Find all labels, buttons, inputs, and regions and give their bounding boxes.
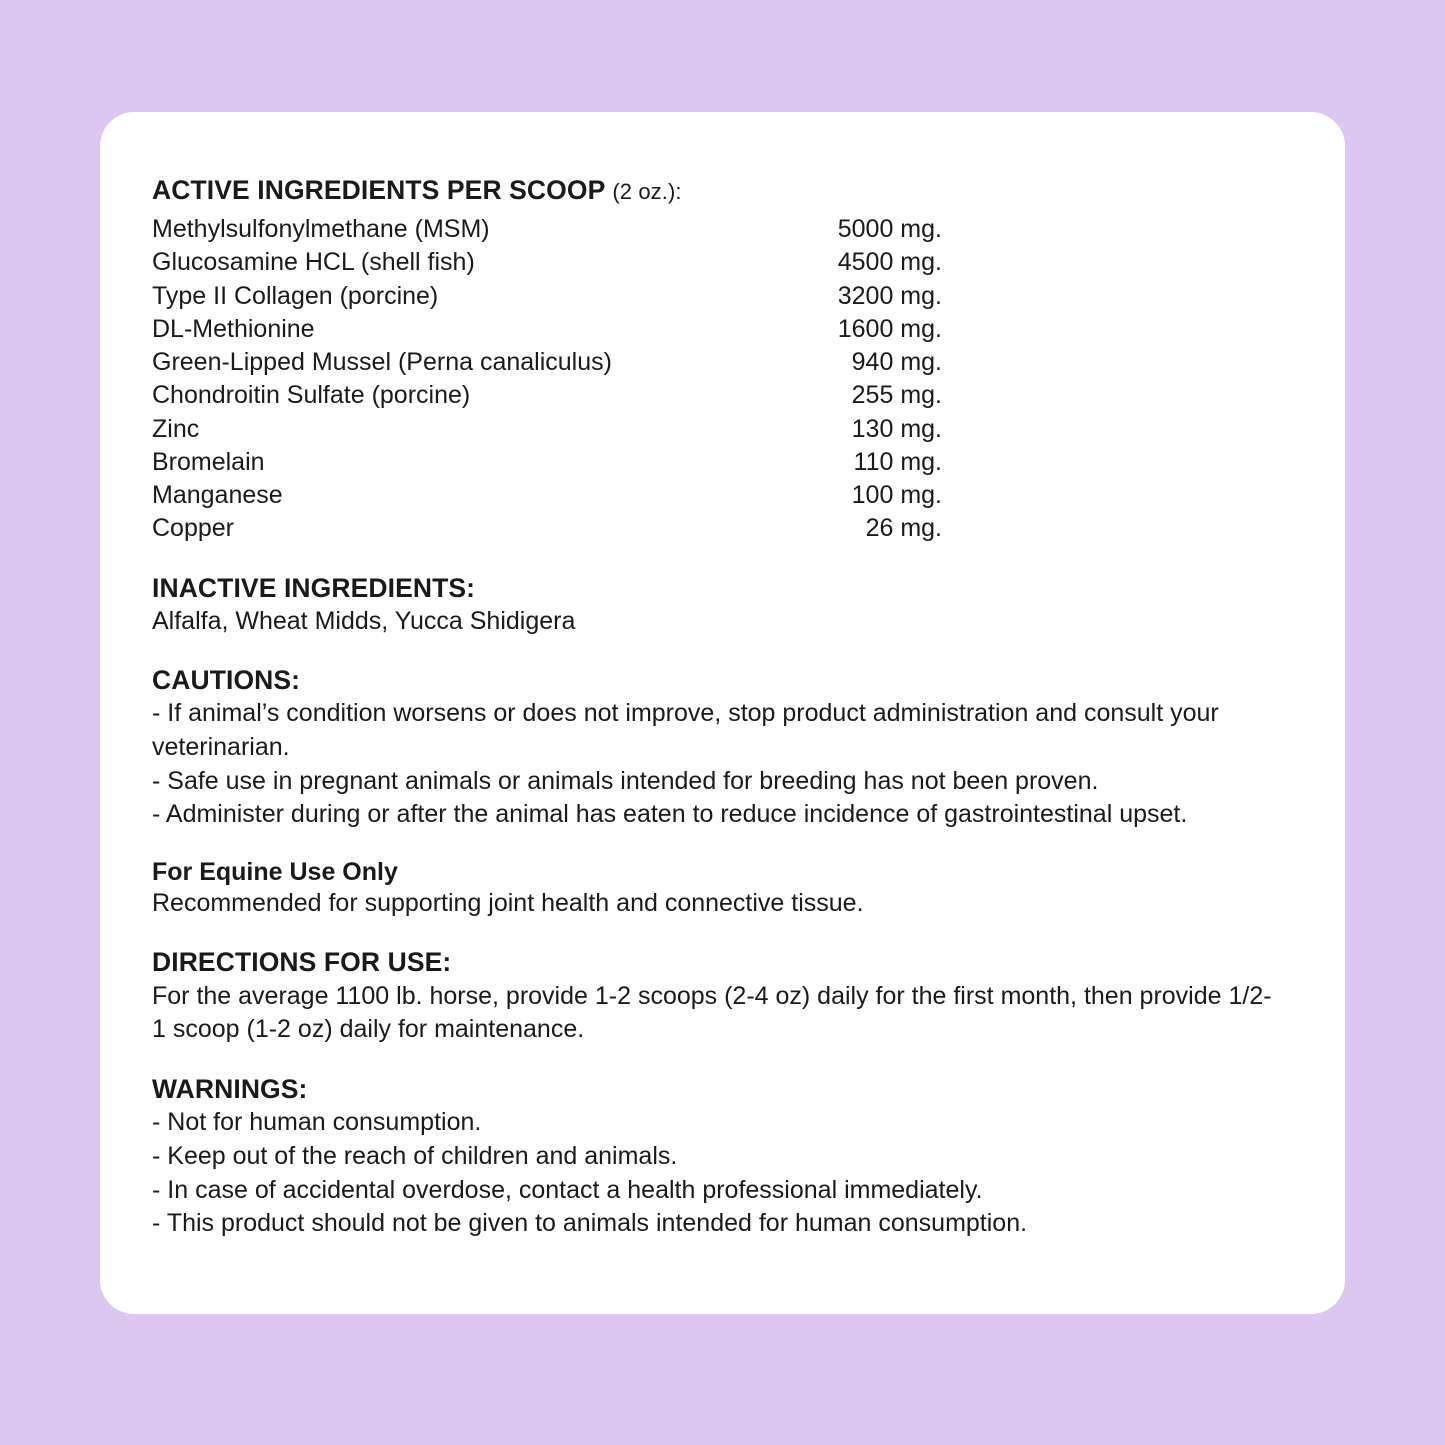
warnings-section xyxy=(152,1073,1301,1241)
ingredient-amount: 1600 mg. xyxy=(837,314,942,343)
ingredient-name: Chondroitin Sulfate (porcine) xyxy=(152,381,471,410)
warnings-heading: WARNINGS: xyxy=(152,1074,308,1104)
table-row xyxy=(152,213,942,246)
label-content xyxy=(152,174,1301,1241)
table-row xyxy=(152,280,942,313)
active-ingredients-heading-suffix: (2 oz.): xyxy=(612,179,682,204)
directions-heading: DIRECTIONS FOR USE: xyxy=(152,947,452,978)
table-row xyxy=(152,346,942,379)
active-ingredients-table xyxy=(152,213,942,546)
ingredient-name: Copper xyxy=(152,514,234,543)
ingredient-amount: 255 mg. xyxy=(851,381,942,410)
table-row xyxy=(152,313,942,346)
ingredient-amount: 26 mg. xyxy=(865,514,942,543)
cautions-line: - Administer during or after the animal has eaten to reduce incidence of gastrointestinal upset. xyxy=(152,800,1188,829)
directions-text: For the average 1100 lb. horse, provide 1-2 scoops (2-4 oz) daily for the first month, then provide 1/2-1 scoop (1-2 oz) daily for maintenance. xyxy=(152,981,1272,1044)
warnings-line: - In case of accidental overdose, contact a health professional immediately. xyxy=(152,1175,983,1204)
ingredient-name: Zinc xyxy=(152,414,200,443)
active-ingredients-heading-main: ACTIVE INGREDIENTS PER SCOOP xyxy=(152,175,605,205)
ingredient-amount: 5000 mg. xyxy=(837,215,942,244)
ingredient-amount: 110 mg. xyxy=(853,447,942,476)
cautions-line: - Safe use in pregnant animals or animals intended for breeding has not been proven. xyxy=(152,766,1099,795)
ingredient-amount: 940 mg. xyxy=(851,348,942,377)
table-row xyxy=(152,379,942,412)
ingredient-name: Manganese xyxy=(152,481,283,510)
warnings-line: - Not for human consumption. xyxy=(152,1108,482,1137)
inactive-ingredients-section xyxy=(152,572,1301,638)
table-row xyxy=(152,446,942,479)
equine-use-section xyxy=(152,858,1301,920)
cautions-section xyxy=(152,664,1301,832)
ingredient-name: Glucosamine HCL (shell fish) xyxy=(152,248,475,277)
warnings-line: - Keep out of the reach of children and animals. xyxy=(152,1141,678,1170)
table-row xyxy=(152,479,942,512)
ingredient-name: Green-Lipped Mussel (Perna canaliculus) xyxy=(152,348,612,377)
ingredient-amount: 4500 mg. xyxy=(837,248,942,277)
ingredient-amount: 3200 mg. xyxy=(837,281,942,310)
label-card xyxy=(100,112,1345,1314)
inactive-ingredients-heading: INACTIVE INGREDIENTS: xyxy=(152,572,476,603)
equine-use-text: Recommended for supporting joint health and connective tissue. xyxy=(152,889,864,918)
ingredient-name: Bromelain xyxy=(152,447,265,476)
inactive-ingredients-text: Alfalfa, Wheat Midds, Yucca Shidigera xyxy=(152,606,576,635)
active-ingredients-body xyxy=(152,213,942,546)
table-row xyxy=(152,512,942,545)
ingredient-amount: 130 mg. xyxy=(851,414,942,443)
cautions-heading: CAUTIONS: xyxy=(152,665,301,695)
cautions-line: - If animal’s condition worsens or does not improve, stop product administration and consult your veterinarian. xyxy=(152,699,1219,761)
equine-use-heading: For Equine Use Only xyxy=(152,858,398,887)
ingredient-name: DL-Methionine xyxy=(152,314,315,343)
ingredient-name: Type II Collagen (porcine) xyxy=(152,281,439,310)
ingredient-name: Methylsulfonylmethane (MSM) xyxy=(152,215,490,244)
ingredient-amount: 100 mg. xyxy=(851,481,942,510)
active-ingredients-heading xyxy=(152,174,1301,207)
table-row xyxy=(152,246,942,279)
warnings-line: - This product should not be given to animals intended for human consumption. xyxy=(152,1209,1028,1238)
directions-section xyxy=(152,946,1301,1047)
table-row xyxy=(152,413,942,446)
